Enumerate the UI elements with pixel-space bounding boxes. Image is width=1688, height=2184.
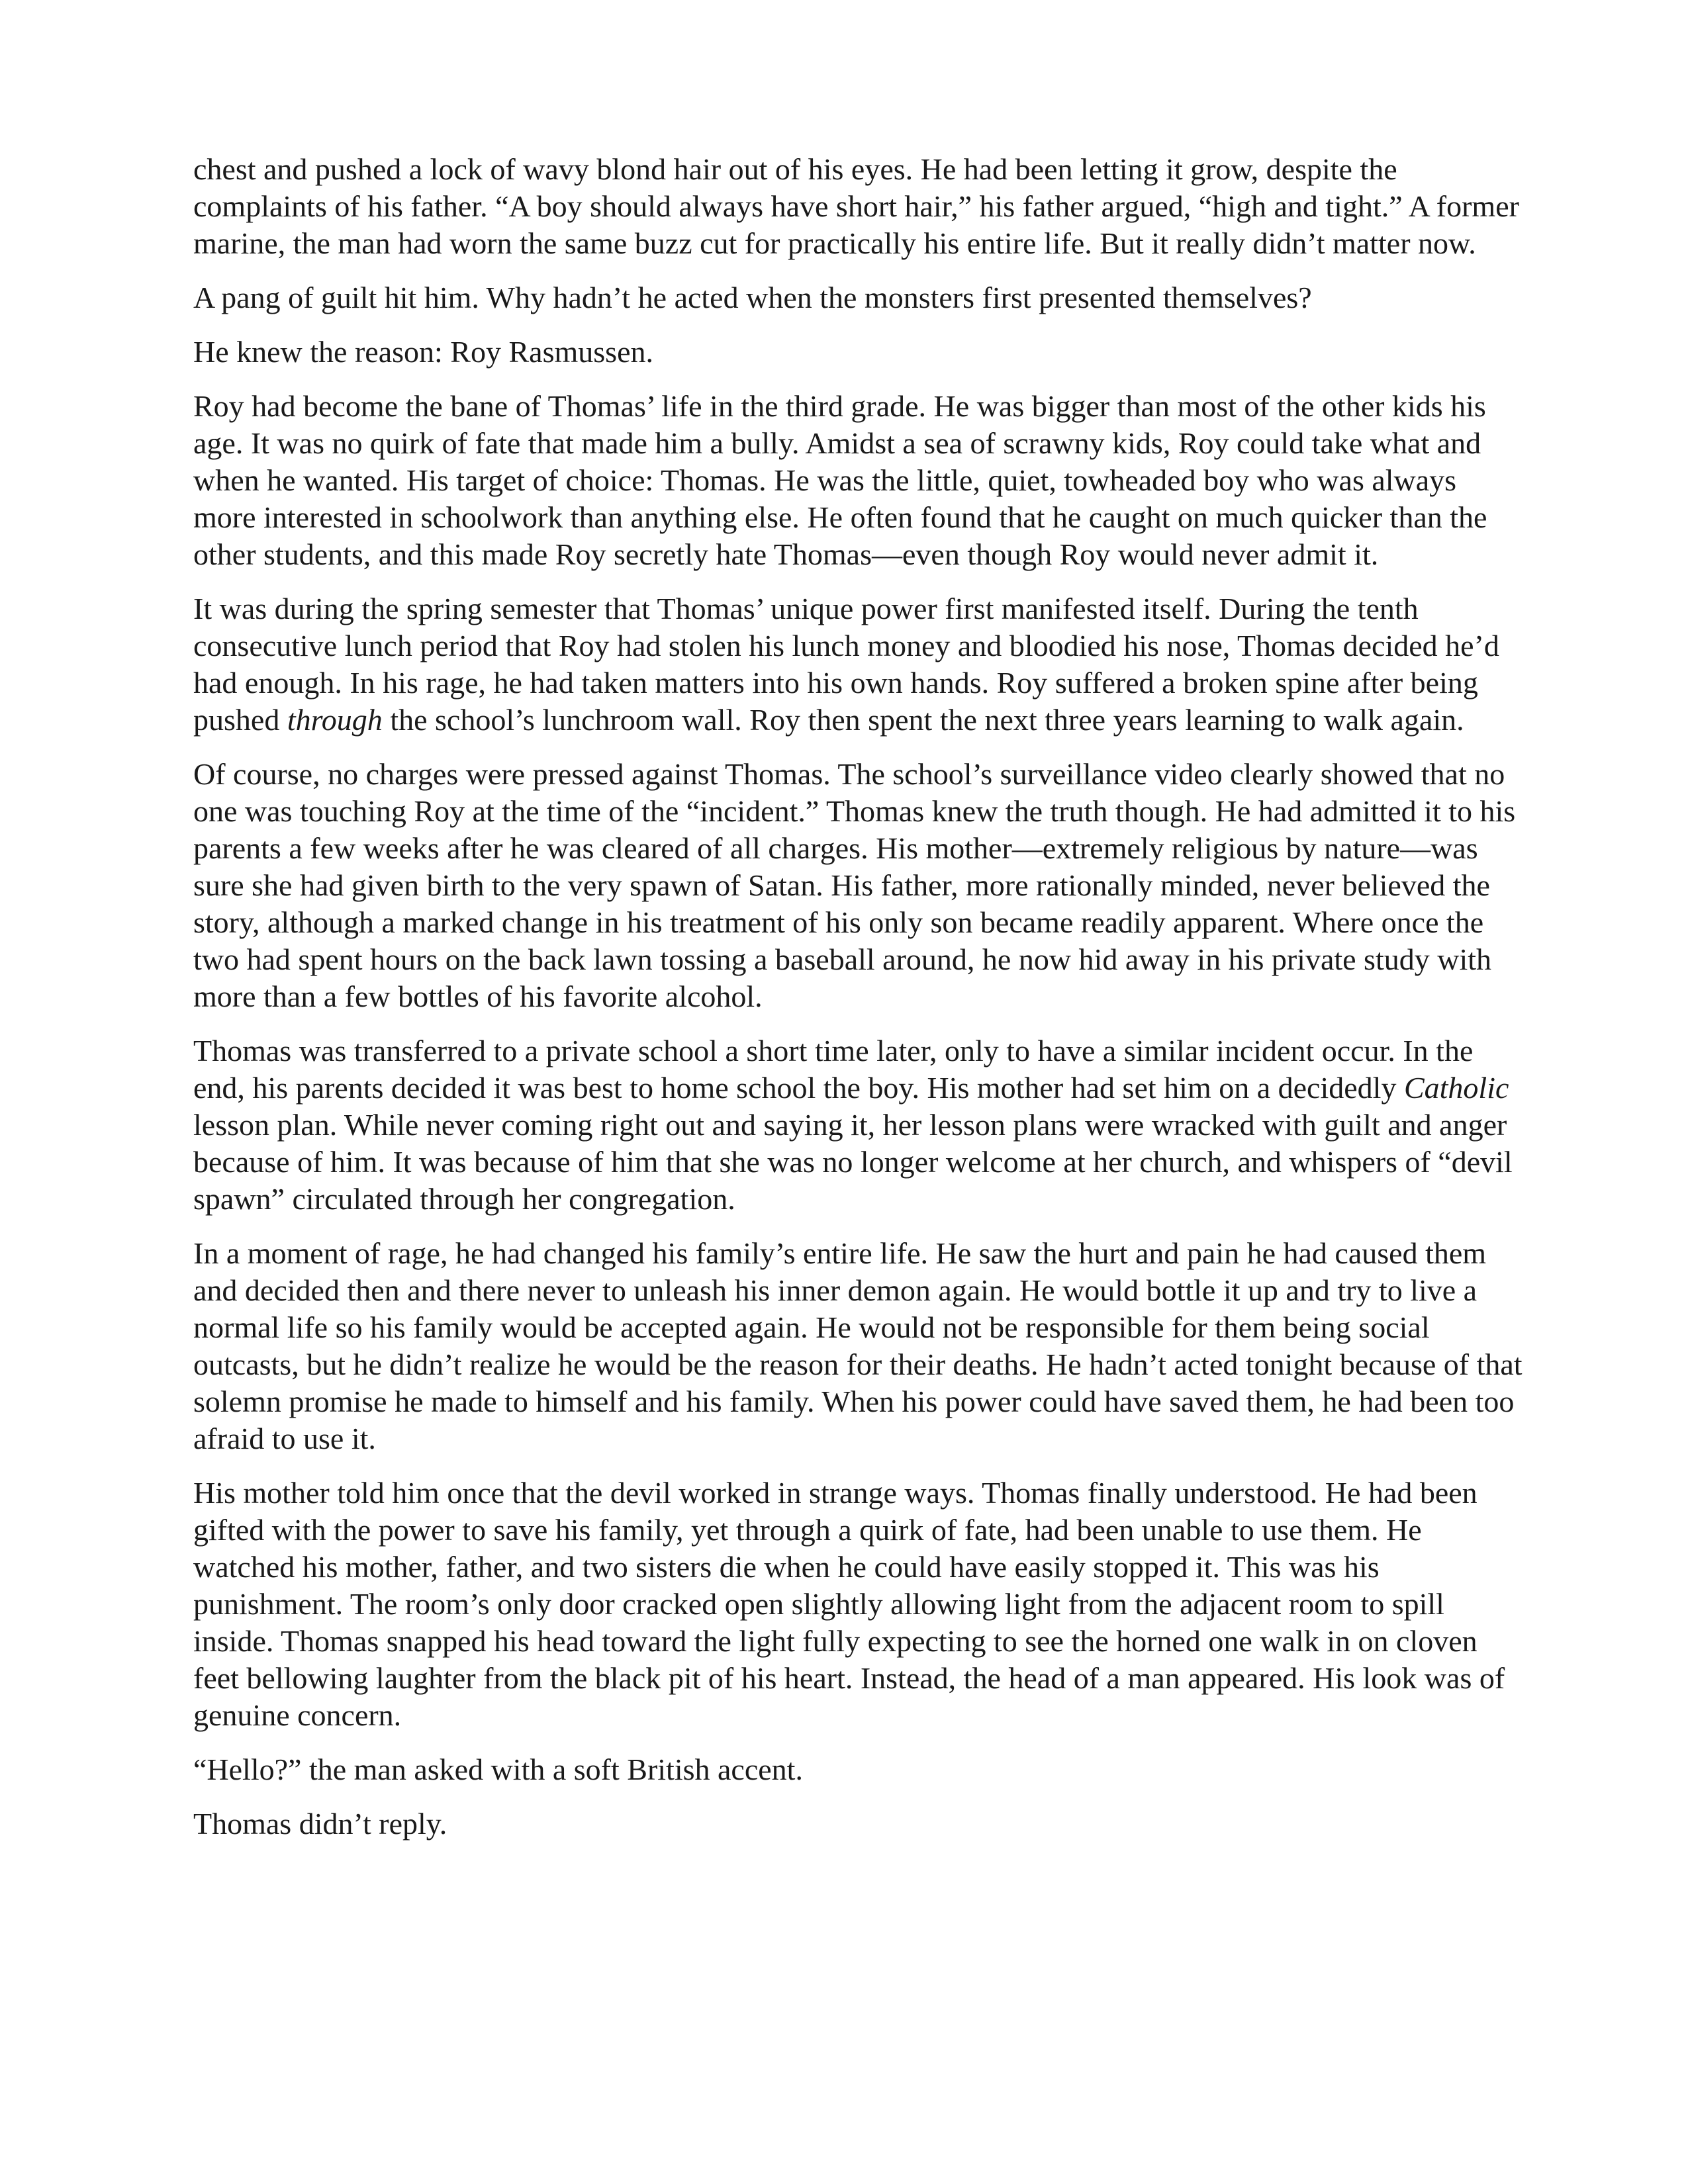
text-run: chest and pushed a lock of wavy blond hair out of his eyes. He had been letting it grow, despite the complaints of his father. “A boy should always have short hair,” his father argued, “high and tight.” A former marine, the man had worn the same buzz cut for practically his entire life. But it really didn’t matter now.	[193, 152, 1519, 260]
paragraph	[193, 1032, 1526, 1218]
text-run: Thomas didn’t reply.	[193, 1807, 447, 1841]
paragraph	[193, 388, 1526, 573]
paragraph	[193, 756, 1526, 1015]
text-run: Of course, no charges were pressed against Thomas. The school’s surveillance video clearly showed that no one was touching Roy at the time of the “incident.” Thomas knew the truth though. He had admitted it to his parents a few weeks after he was cleared of all charges. His mother—extremely religious by nature—was sure she had given birth to the very spawn of Satan. His father, more rationally minded, never believed the story, although a marked change in his treatment of his only son became readily apparent. Where once the two had spent hours on the back lawn tossing a baseball around, he now hid away in his private study with more than a few bottles of his favorite alcohol.	[193, 757, 1516, 1013]
italic-text: Catholic	[1403, 1071, 1509, 1105]
text-run: “Hello?” the man asked with a soft British accent.	[193, 1752, 803, 1786]
text-run: In a moment of rage, he had changed his family’s entire life. He saw the hurt and pain he had caused them and decided then and there never to unleash his inner demon again. He would bottle it up and try to live a normal life so his family would be accepted again. He would not be responsible for them being social outcasts, but he didn’t realize he would be the reason for their deaths. He hadn’t acted tonight because of that solemn promise he made to himself and his family. When his power could have saved them, he had been too afraid to use it.	[193, 1236, 1523, 1455]
paragraph	[193, 1805, 1526, 1843]
paragraph	[193, 334, 1526, 371]
paragraph	[193, 279, 1526, 316]
text-run: Roy had become the bane of Thomas’ life in the third grade. He was bigger than most of the other kids his age. It was no quirk of fate that made him a bully. Amidst a sea of scrawny kids, Roy could take what and when he wanted. His target of choice: Thomas. He was the little, quiet, towheaded boy who was always more interested in schoolwork than anything else. He often found that he caught on much quicker than the other students, and this made Roy secretly hate Thomas—even though Roy would never admit it.	[193, 389, 1487, 571]
italic-text: through	[287, 703, 383, 737]
paragraph	[193, 1235, 1526, 1457]
paragraph	[193, 1751, 1526, 1788]
text-run: It was during the spring semester that Thomas’ unique power first manifested itself. During the tenth consecutive lunch period that Roy had stolen his lunch money and bloodied his nose, Thomas decided he’d had enough. In his rage, he had taken matters into his own hands. Roy suffered a broken spine after being pushed	[193, 592, 1499, 737]
body-text	[193, 151, 1526, 1860]
text-run: A pang of guilt hit him. Why hadn’t he acted when the monsters first presented themselves?	[193, 281, 1312, 314]
text-run: His mother told him once that the devil worked in strange ways. Thomas finally understood. He had been gifted with the power to save his family, yet through a quirk of fate, had been unable to use them. He watched his mother, father, and two sisters die when he could have easily stopped it. This was his punishment. The room’s only door cracked open slightly allowing light from the adjacent room to spill inside. Thomas snapped his head toward the light fully expecting to see the horned one walk in on cloven feet bellowing laughter from the black pit of his heart. Instead, the head of a man appeared. His look was of genuine concern.	[193, 1476, 1505, 1732]
paragraph	[193, 151, 1526, 262]
paragraph	[193, 590, 1526, 739]
text-run: He knew the reason: Roy Rasmussen.	[193, 335, 653, 369]
text-run: lesson plan. While never coming right out and saying it, her lesson plans were wracked with guilt and anger because of him. It was because of him that she was no longer welcome at her church, and whispers of “devil spawn” circulated through her congregation.	[193, 1108, 1513, 1216]
text-run: Thomas was transferred to a private school a short time later, only to have a similar incident occur. In the end, his parents decided it was best to home school the boy. His mother had set him on a decidedly	[193, 1034, 1474, 1105]
text-run: the school’s lunchroom wall. Roy then spent the next three years learning to walk again.	[382, 703, 1464, 737]
paragraph	[193, 1475, 1526, 1734]
